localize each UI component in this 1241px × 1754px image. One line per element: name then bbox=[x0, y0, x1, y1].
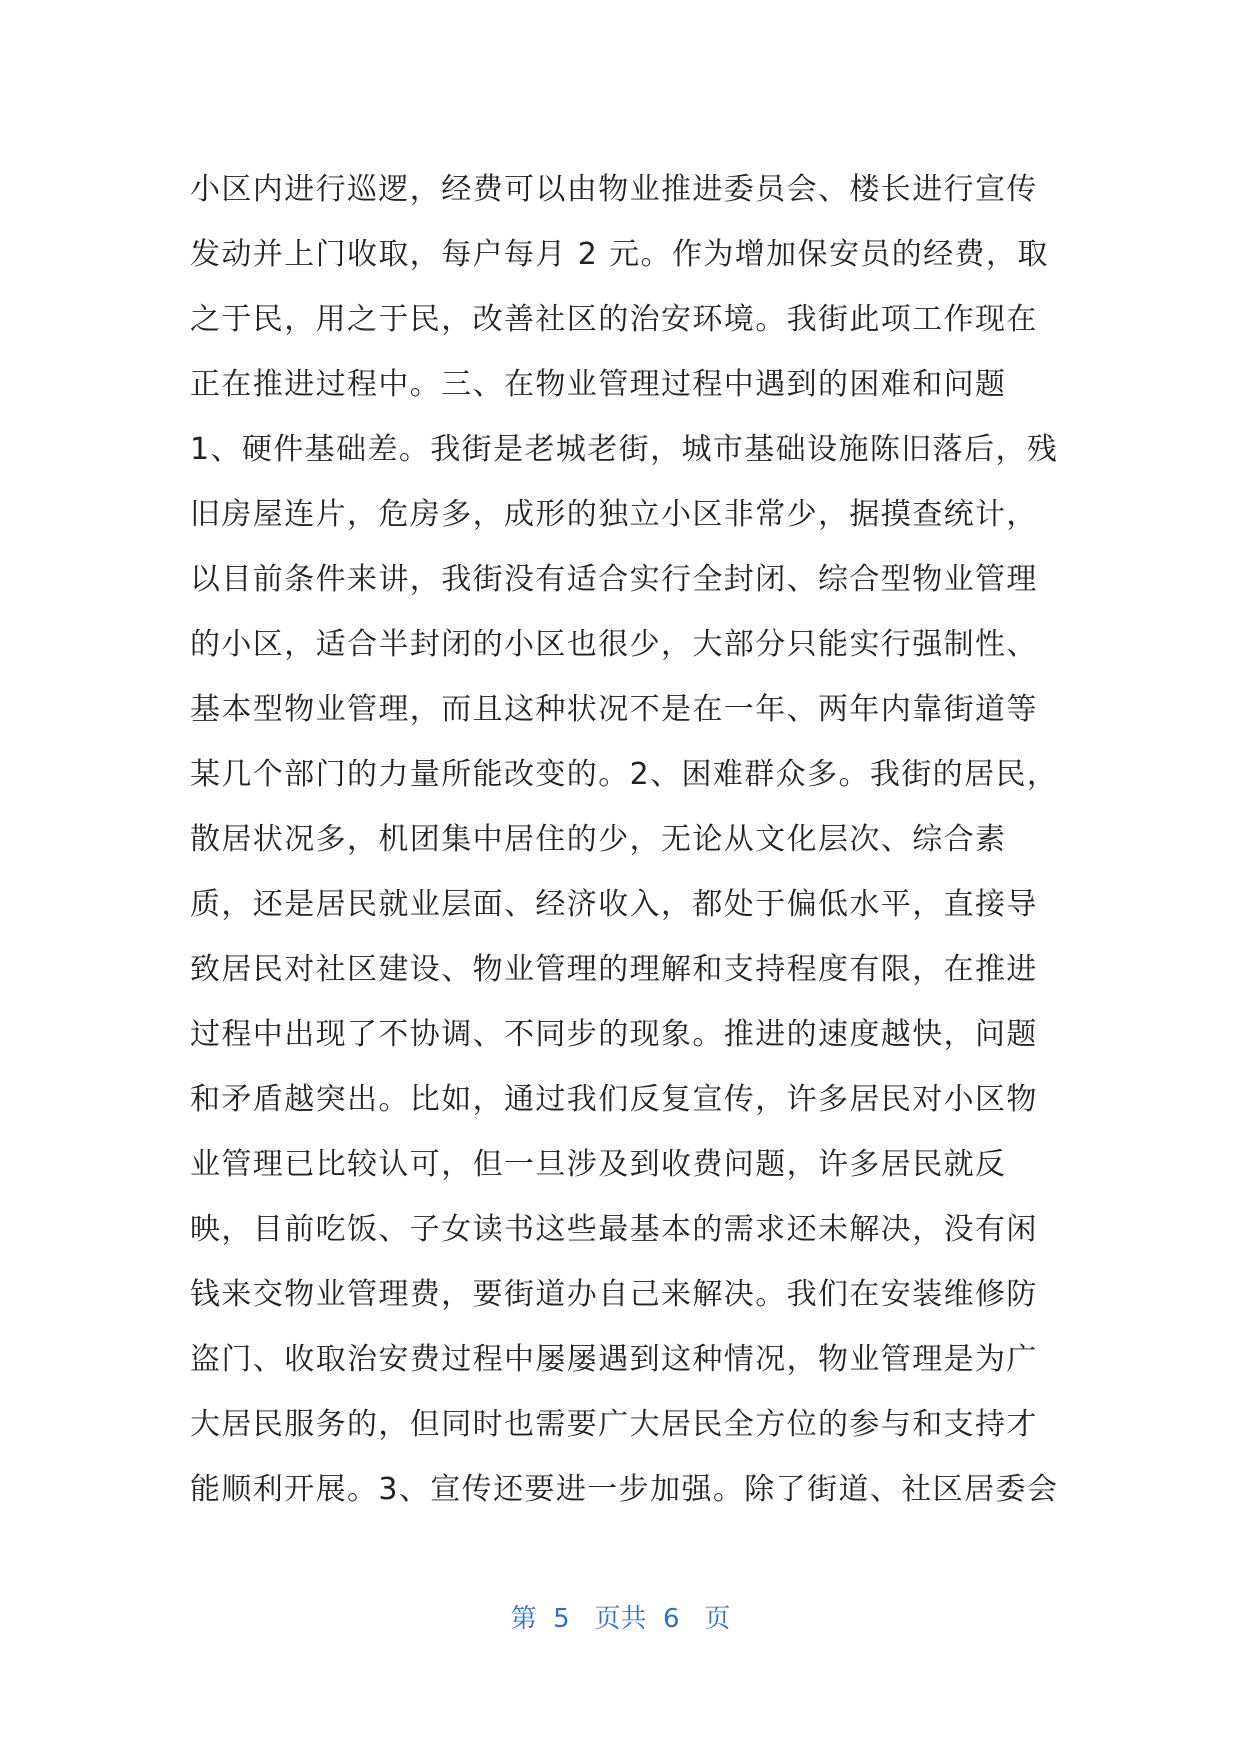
text-line: 散居状况多，机团集中居住的少，无论从文化层次、综合素 bbox=[190, 822, 1007, 857]
text-line: 某几个部门的力量所能改变的。2、困难群众多。我街的居民， bbox=[190, 757, 1059, 792]
text-line: 钱来交物业管理费，要街道办自己来解决。我们在安装维修防 bbox=[190, 1277, 1038, 1312]
body-text bbox=[190, 157, 1090, 1522]
text-line: 的小区，适合半封闭的小区也很少，大部分只能实行强制性、 bbox=[190, 627, 1038, 662]
text-line: 旧房屋连片，危房多，成形的独立小区非常少，据摸查统计， bbox=[190, 497, 1038, 532]
text-line: 业管理已比较认可，但一旦涉及到收费问题，许多居民就反 bbox=[190, 1147, 1007, 1182]
text-line: 以目前条件来讲，我街没有适合实行全封闭、综合型物业管理 bbox=[190, 562, 1038, 597]
page-number-footer: 第 5 页共 6 页 bbox=[510, 1604, 731, 1634]
text-line: 发动并上门收取，每户每月 2 元。作为增加保安员的经费，取 bbox=[190, 237, 1049, 272]
text-line: 小区内进行巡逻，经费可以由物业推进委员会、楼长进行宣传 bbox=[190, 172, 1038, 207]
text-line: 致居民对社区建设、物业管理的理解和支持程度有限，在推进 bbox=[190, 952, 1038, 987]
text-line: 过程中出现了不协调、不同步的现象。推进的速度越快，问题 bbox=[190, 1017, 1038, 1052]
text-line: 和矛盾越突出。比如，通过我们反复宣传，许多居民对小区物 bbox=[190, 1082, 1038, 1117]
text-line: 正在推进过程中。三、在物业管理过程中遇到的困难和问题 bbox=[190, 367, 1007, 402]
text-line: 映，目前吃饭、子女读书这些最基本的需求还未解决，没有闲 bbox=[190, 1212, 1038, 1247]
text-line: 大居民服务的，但同时也需要广大居民全方位的参与和支持才 bbox=[190, 1407, 1038, 1442]
text-line: 之于民，用之于民，改善社区的治安环境。我街此项工作现在 bbox=[190, 302, 1038, 337]
text-line: 基本型物业管理，而且这种状况不是在一年、两年内靠街道等 bbox=[190, 692, 1038, 727]
text-line: 1、硬件基础差。我街是老城老街，城市基础设施陈旧落后，残 bbox=[190, 432, 1059, 467]
text-line: 盗门、收取治安费过程中屡屡遇到这种情况，物业管理是为广 bbox=[190, 1342, 1038, 1377]
text-line: 质，还是居民就业层面、经济收入，都处于偏低水平，直接导 bbox=[190, 887, 1038, 922]
text-line: 能顺利开展。3、宣传还要进一步加强。除了街道、社区居委会 bbox=[190, 1472, 1059, 1507]
